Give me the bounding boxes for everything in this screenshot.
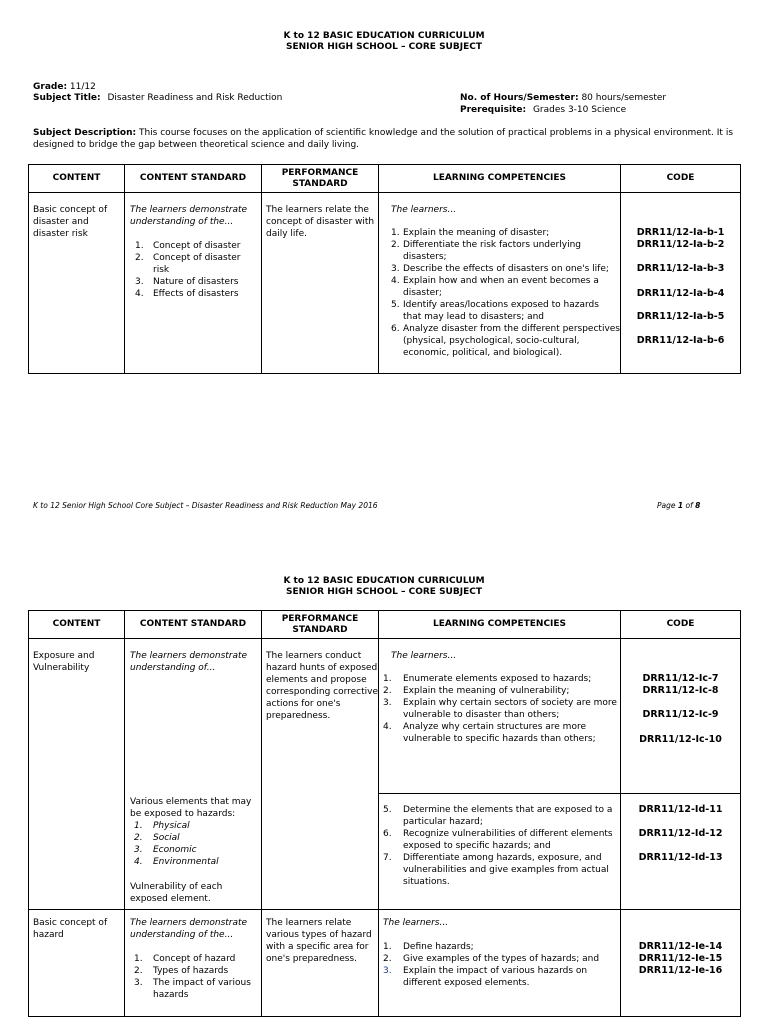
competency-text: Explain the meaning of disaster; xyxy=(403,228,550,238)
competency-text: that may lead to disasters; and xyxy=(403,312,545,322)
learning-competencies-cell xyxy=(379,794,621,910)
list-item: Concept of disaster xyxy=(153,253,241,263)
competency-text: Explain how and when an event becomes a xyxy=(403,276,599,286)
performance-line: The learners conduct xyxy=(266,651,362,661)
performance-line: hazard hunts of exposed xyxy=(266,663,378,673)
hours-line xyxy=(460,92,666,104)
performance-line: concept of disaster with xyxy=(266,217,375,227)
content-cell xyxy=(29,639,125,910)
list-number: 1. xyxy=(135,241,144,251)
standard-extra: Various elements that may xyxy=(130,797,252,807)
page1-header xyxy=(0,31,768,53)
standard-extra: be exposed to hazards: xyxy=(130,809,236,819)
standard-tail: exposed element. xyxy=(130,894,211,904)
table-row xyxy=(29,639,741,794)
col-header-learning-competencies: LEARNING COMPETENCIES xyxy=(379,165,621,193)
content-line: Basic concept of xyxy=(33,205,108,215)
desc-line1: This course focuses on the application of scientific knowledge and the solution of practical problems in a physical environment. It is xyxy=(138,128,734,138)
competency-code: DRR11/12-Ie-14 xyxy=(638,941,723,952)
performance-line: one's preparedness. xyxy=(266,954,357,964)
list-number: 1. xyxy=(383,674,392,684)
performance-line: preparedness. xyxy=(266,711,331,721)
list-number: 1. xyxy=(383,942,392,952)
list-item: Physical xyxy=(153,821,190,831)
competency-text: Give examples of the types of hazards; and xyxy=(403,954,600,964)
content-cell xyxy=(29,910,125,1017)
list-item: Concept of disaster xyxy=(153,241,241,251)
col-header-performance-standard xyxy=(262,165,379,193)
list-item: hazards xyxy=(153,990,189,1000)
subject-title-label: Subject Title: xyxy=(33,93,101,103)
competency-code: DRR11/12-Ia-b-6 xyxy=(636,335,725,346)
competency-text: situations. xyxy=(403,877,450,887)
hours-label: No. of Hours/Semester: xyxy=(460,93,579,103)
content-standard-cell xyxy=(125,193,262,374)
subject-description xyxy=(33,127,733,151)
list-number: 4. xyxy=(391,276,400,286)
content-standard-cell xyxy=(125,910,262,1017)
competency-text: particular hazard; xyxy=(403,817,483,827)
list-number: 3. xyxy=(134,978,143,988)
list-number: 3. xyxy=(391,264,400,274)
curriculum-table-page1 xyxy=(28,164,741,374)
competency-code: DRR11/12-Id-13 xyxy=(638,852,723,863)
page-of: of xyxy=(683,501,696,510)
competency-text: vulnerabilities and give examples from actual xyxy=(403,865,609,875)
code-cell xyxy=(621,193,741,374)
competency-code: DRR11/12-Ia-b-4 xyxy=(636,288,725,299)
list-number: 2. xyxy=(383,686,392,696)
list-item: Environmental xyxy=(153,857,219,867)
performance-line: The learners relate xyxy=(266,918,352,928)
subject-title-value: Disaster Readiness and Risk Reduction xyxy=(107,93,283,103)
competency-code: DRR11/12-Ic-10 xyxy=(639,734,722,745)
competency-text: Explain the meaning of vulnerability; xyxy=(403,686,570,696)
list-number: 2. xyxy=(391,240,400,250)
code-cell xyxy=(621,910,741,1017)
list-number: 5. xyxy=(383,805,392,815)
competency-code: DRR11/12-Ia-b-2 xyxy=(636,239,725,250)
list-item: The impact of various xyxy=(153,978,251,988)
col-header-code: CODE xyxy=(621,611,741,639)
perf-header-2: STANDARD xyxy=(292,624,348,635)
col-header-performance-standard xyxy=(262,611,379,639)
list-number: 6. xyxy=(391,324,400,334)
desc-label: Subject Description: xyxy=(33,128,137,138)
list-item: Effects of disasters xyxy=(153,289,239,299)
standard-tail: Vulnerability of each xyxy=(130,882,223,892)
col-header-code: CODE xyxy=(621,165,741,193)
list-item: Economic xyxy=(153,845,197,855)
performance-standard-cell xyxy=(262,639,379,910)
list-number: 2. xyxy=(134,966,143,976)
prereq-value: Grades 3-10 Science xyxy=(532,105,627,115)
competency-intro: The learners... xyxy=(383,918,449,928)
col-header-content-standard: CONTENT STANDARD xyxy=(125,611,262,639)
subject-title-line xyxy=(33,92,282,104)
learning-competencies-cell xyxy=(379,193,621,374)
content-line: Exposure and xyxy=(33,651,95,661)
competency-text: Explain the impact of various hazards on xyxy=(403,966,588,976)
competency-text: economic, political, and biological). xyxy=(403,348,563,358)
page2-header-line2: SENIOR HIGH SCHOOL – CORE SUBJECT xyxy=(286,587,482,597)
list-number: 2. xyxy=(383,954,392,964)
perf-header-2: STANDARD xyxy=(292,178,348,189)
standard-intro: understanding of... xyxy=(130,663,216,673)
list-number: 2. xyxy=(135,253,144,263)
performance-line: The learners relate the xyxy=(266,205,369,215)
competency-text: (physical, psychological, socio-cultural, xyxy=(403,336,580,346)
list-item: Concept of hazard xyxy=(153,954,236,964)
performance-line: various types of hazard xyxy=(266,930,372,940)
competency-code: DRR11/12-Ia-b-1 xyxy=(636,227,725,238)
competency-text: Enumerate elements exposed to hazards; xyxy=(403,674,592,684)
performance-standard-cell xyxy=(262,193,379,374)
list-number: 7. xyxy=(383,853,392,863)
competency-text: Differentiate the risk factors underlying xyxy=(403,240,581,250)
list-number: 6. xyxy=(383,829,392,839)
table-row xyxy=(29,910,741,1017)
grade-value: 11/12 xyxy=(69,82,96,92)
code-cell xyxy=(621,794,741,910)
performance-line: daily life. xyxy=(266,229,307,239)
list-number: 4. xyxy=(135,289,144,299)
list-number: 3. xyxy=(134,845,143,855)
list-number: 3. xyxy=(383,698,392,708)
competency-text: Determine the elements that are exposed to a xyxy=(403,805,613,815)
list-item: Nature of disasters xyxy=(153,277,239,287)
page2-header xyxy=(0,576,768,598)
prereq-line xyxy=(460,104,626,116)
competency-code: DRR11/12-Ie-15 xyxy=(638,953,723,964)
standard-intro: understanding of the... xyxy=(130,930,234,940)
prereq-label: Prerequisite: xyxy=(460,105,527,115)
competency-text: Describe the effects of disasters on one's life; xyxy=(403,264,609,274)
table-row xyxy=(29,193,741,374)
competency-text: Define hazards; xyxy=(403,942,474,952)
page2-header-line1: K to 12 BASIC EDUCATION CURRICULUM xyxy=(283,576,485,586)
performance-line: corresponding corrective xyxy=(266,687,379,697)
page1-header-line2: SENIOR HIGH SCHOOL – CORE SUBJECT xyxy=(286,42,482,52)
perf-header-1: PERFORMANCE xyxy=(281,167,359,178)
performance-standard-cell xyxy=(262,910,379,1017)
performance-line: with a specific area for xyxy=(266,942,369,952)
competency-text: disasters; xyxy=(403,252,447,262)
list-item: risk xyxy=(153,265,170,275)
content-line: Basic concept of xyxy=(33,918,108,928)
competency-text: Analyze why certain structures are more xyxy=(403,722,586,732)
list-number: 5. xyxy=(391,300,400,310)
col-header-content-standard: CONTENT STANDARD xyxy=(125,165,262,193)
code-cell xyxy=(621,639,741,794)
learning-competencies-cell xyxy=(379,910,621,1017)
page-total: 8 xyxy=(695,501,701,510)
list-number: 3. xyxy=(135,277,144,287)
competency-text: Explain why certain sectors of society are more xyxy=(403,698,617,708)
competency-intro: The learners... xyxy=(391,205,457,215)
competency-text: disaster; xyxy=(403,288,442,298)
learning-competencies-cell xyxy=(379,639,621,794)
page-number: 1 xyxy=(677,501,684,510)
content-line: disaster risk xyxy=(33,229,88,239)
competency-code: DRR11/12-Ic-9 xyxy=(642,709,719,720)
page1-footer-left: K to 12 Senior High School Core Subject – Disaster Readiness and Risk Reduction May 2016 xyxy=(33,501,378,510)
competency-text: Differentiate among hazards, exposure, and xyxy=(403,853,602,863)
content-line: Vulnerability xyxy=(33,663,90,673)
competency-text: Analyze disaster from the different perspectives xyxy=(403,324,620,334)
competency-text: vulnerable to specific hazards than others; xyxy=(403,734,596,744)
content-line: disaster and xyxy=(33,217,89,227)
page1-footer-page xyxy=(657,500,700,512)
competency-text: exposed to specific hazards; and xyxy=(403,841,551,851)
desc-line2: designed to bridge the gap between theoretical science and daily living. xyxy=(33,140,360,150)
competency-text: Recognize vulnerabilities of different elements xyxy=(403,829,613,839)
competency-text: different exposed elements. xyxy=(403,978,530,988)
page-prefix: Page xyxy=(657,501,678,510)
competency-text: vulnerable to disaster than others; xyxy=(403,710,560,720)
perf-header-1: PERFORMANCE xyxy=(281,613,359,624)
standard-intro: The learners demonstrate xyxy=(130,205,248,215)
standard-intro: understanding of the... xyxy=(130,217,234,227)
list-number: 1. xyxy=(134,821,143,831)
competency-code: DRR11/12-Ia-b-5 xyxy=(636,311,725,322)
list-number: 4. xyxy=(383,722,392,732)
page1-header-line1: K to 12 BASIC EDUCATION CURRICULUM xyxy=(283,31,485,41)
content-standard-cell xyxy=(125,639,262,910)
competency-code: DRR11/12-Ic-8 xyxy=(642,685,719,696)
competency-code: DRR11/12-Ie-16 xyxy=(638,965,723,976)
performance-line: actions for one's xyxy=(266,699,341,709)
list-number: 4. xyxy=(134,857,143,867)
list-number: 1. xyxy=(391,228,400,238)
competency-text: Identify areas/locations exposed to hazards xyxy=(403,300,599,310)
list-number: 3. xyxy=(383,966,392,976)
competency-code: DRR11/12-Id-11 xyxy=(638,804,723,815)
standard-intro: The learners demonstrate xyxy=(130,918,248,928)
content-line: hazard xyxy=(33,930,64,940)
competency-code: DRR11/12-Ia-b-3 xyxy=(636,263,725,274)
hours-value: 80 hours/semester xyxy=(581,93,667,103)
competency-code: DRR11/12-Id-12 xyxy=(638,828,723,839)
content-cell xyxy=(29,193,125,374)
standard-intro: The learners demonstrate xyxy=(130,651,248,661)
list-number: 2. xyxy=(134,833,143,843)
grade-label: Grade: xyxy=(33,82,68,92)
list-item: Social xyxy=(153,833,180,843)
col-header-content: CONTENT xyxy=(29,165,125,193)
list-item: Types of hazards xyxy=(153,966,229,976)
performance-line: elements and propose xyxy=(266,675,367,685)
col-header-content: CONTENT xyxy=(29,611,125,639)
competency-intro: The learners... xyxy=(391,651,457,661)
competency-code: DRR11/12-Ic-7 xyxy=(642,673,719,684)
curriculum-table-page2 xyxy=(28,610,741,1017)
col-header-learning-competencies: LEARNING COMPETENCIES xyxy=(379,611,621,639)
list-number: 1. xyxy=(134,954,143,964)
